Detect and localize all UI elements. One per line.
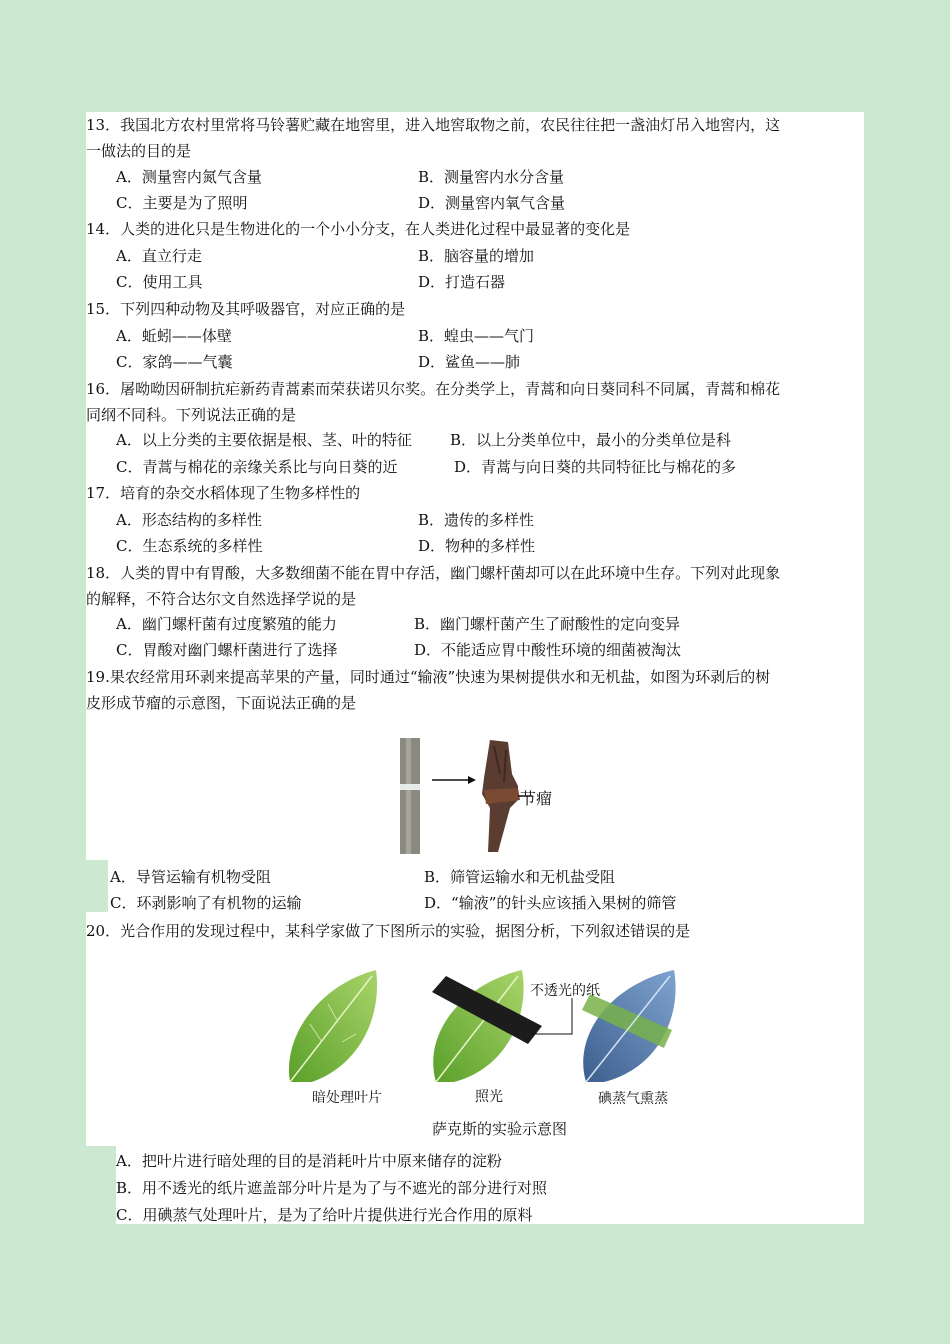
- question-19-stem: 19.果农经常用环剥来提高苹果的产量，同时通过“输液”快速为果树提供水和无机盐，如图为环剥后的树: [86, 668, 771, 686]
- figure-20-title: 萨克斯的实验示意图: [432, 1120, 568, 1138]
- question-15-option-a: A．蚯蚓——体壁: [116, 327, 232, 345]
- question-18-option-a: A．幽门螺杆菌有过度繁殖的能力: [116, 615, 337, 633]
- question-14-option-d: D．打造石器: [418, 273, 506, 291]
- question-16-option-b: B．以上分类单位中，最小的分类单位是科: [450, 431, 732, 449]
- question-14-option-b: B．脑容量的增加: [418, 247, 535, 265]
- plain-branch-image: [400, 738, 420, 854]
- leaf-3-caption: 碘蒸气熏蒸: [598, 1091, 668, 1107]
- question-13-option-b: B．测量窖内水分含量: [418, 168, 565, 186]
- question-19-stem-cont: 皮形成节瘤的示意图，下面说法正确的是: [86, 694, 357, 712]
- question-13-option-a: A．测量窖内氮气含量: [116, 168, 262, 186]
- question-15-option-c: C．家鸽——气囊: [116, 353, 233, 371]
- margin-strip: [86, 860, 108, 912]
- gnarled-branch-image: [482, 740, 520, 852]
- question-19-option-c: C．环剥影响了有机物的运输: [110, 894, 302, 912]
- question-18-stem-cont: 的解释，不符合达尔文自然选择学说的是: [86, 590, 357, 608]
- document-page: [86, 112, 864, 1224]
- question-18-option-c: C．胃酸对幽门螺杆菌进行了选择: [116, 641, 338, 659]
- question-17-option-c: C．生态系统的多样性: [116, 537, 263, 555]
- question-17-option-d: D．物种的多样性: [418, 537, 536, 555]
- leaf-2-caption: 照光: [475, 1089, 503, 1105]
- question-17-option-b: B．遗传的多样性: [418, 511, 535, 529]
- question-15-option-b: B．蝗虫——气门: [418, 327, 535, 345]
- leaf-illuminated-image: [432, 970, 542, 1082]
- question-16-option-d: D．青蒿与向日葵的共同特征比与棉花的多: [454, 458, 737, 476]
- question-14-option-c: C．使用工具: [116, 273, 203, 291]
- question-15-option-d: D．鲨鱼——肺: [418, 353, 521, 371]
- question-14-option-a: A．直立行走: [116, 247, 202, 265]
- margin-strip-2: [86, 1146, 116, 1224]
- question-17-stem: 17．培育的杂交水稻体现了生物多样性的: [86, 484, 361, 502]
- question-20-option-b: B．用不透光的纸片遮盖部分叶片是为了与不遮光的部分进行对照: [116, 1179, 548, 1197]
- question-13-stem: 13．我国北方农村里常将马铃薯贮藏在地窖里，进入地窖取物之前，农民往往把一盏油灯吊入地窖内，这: [86, 116, 781, 134]
- question-20-stem: 20．光合作用的发现过程中，某科学家做了下图所示的实验，据图分析，下列叙述错误的是: [86, 922, 691, 940]
- question-14-stem: 14．人类的进化只是生物进化的一个小小分支，在人类进化过程中最显著的变化是: [86, 220, 631, 238]
- question-16-option-c: C．青蒿与棉花的亲缘关系比与向日葵的近: [116, 458, 398, 476]
- question-13-option-d: D．测量窖内氧气含量: [418, 194, 566, 212]
- question-16-stem: 16．屠呦呦因研制抗疟新药青蒿素而荣获诺贝尔奖。在分类学上，青蒿和向日葵同科不同属，青蒿和棉花: [86, 380, 781, 398]
- node-gall-label: 节瘤: [520, 789, 553, 808]
- opaque-paper-label: 不透光的纸: [530, 983, 600, 999]
- question-19-option-a: A．导管运输有机物受阻: [110, 868, 271, 886]
- question-18-option-b: B．幽门螺杆菌产生了耐酸性的定向变异: [414, 615, 681, 633]
- question-19-option-b: B．筛管运输水和无机盐受阻: [424, 868, 616, 886]
- leaf-dark-treated-image: [289, 970, 377, 1082]
- question-18-option-d: D．不能适应胃中酸性环境的细菌被淘汰: [414, 641, 682, 659]
- leaf-1-caption: 暗处理叶片: [312, 1090, 382, 1106]
- question-16-stem-cont: 同纲不同科。下列说法正确的是: [86, 406, 297, 424]
- question-15-stem: 15．下列四种动物及其呼吸器官，对应正确的是: [86, 300, 406, 318]
- question-13-stem-cont: 一做法的目的是: [86, 142, 192, 160]
- question-20-option-c: C．用碘蒸气处理叶片，是为了给叶片提供进行光合作用的原料: [116, 1206, 533, 1224]
- question-13-option-c: C．主要是为了照明: [116, 194, 248, 212]
- question-16-option-a: A．以上分类的主要依据是根、茎、叶的特征: [116, 431, 412, 449]
- question-18-stem: 18．人类的胃中有胃酸，大多数细菌不能在胃中存活，幽门螺杆菌却可以在此环境中生存。下列对此现象: [86, 564, 781, 582]
- question-20-option-a: A．把叶片进行暗处理的目的是消耗叶片中原来储存的淀粉: [116, 1152, 502, 1170]
- question-17-option-a: A．形态结构的多样性: [116, 511, 262, 529]
- arrow-icon: [432, 776, 476, 784]
- question-19-option-d: D．“输液”的针头应该插入果树的筛管: [424, 894, 677, 912]
